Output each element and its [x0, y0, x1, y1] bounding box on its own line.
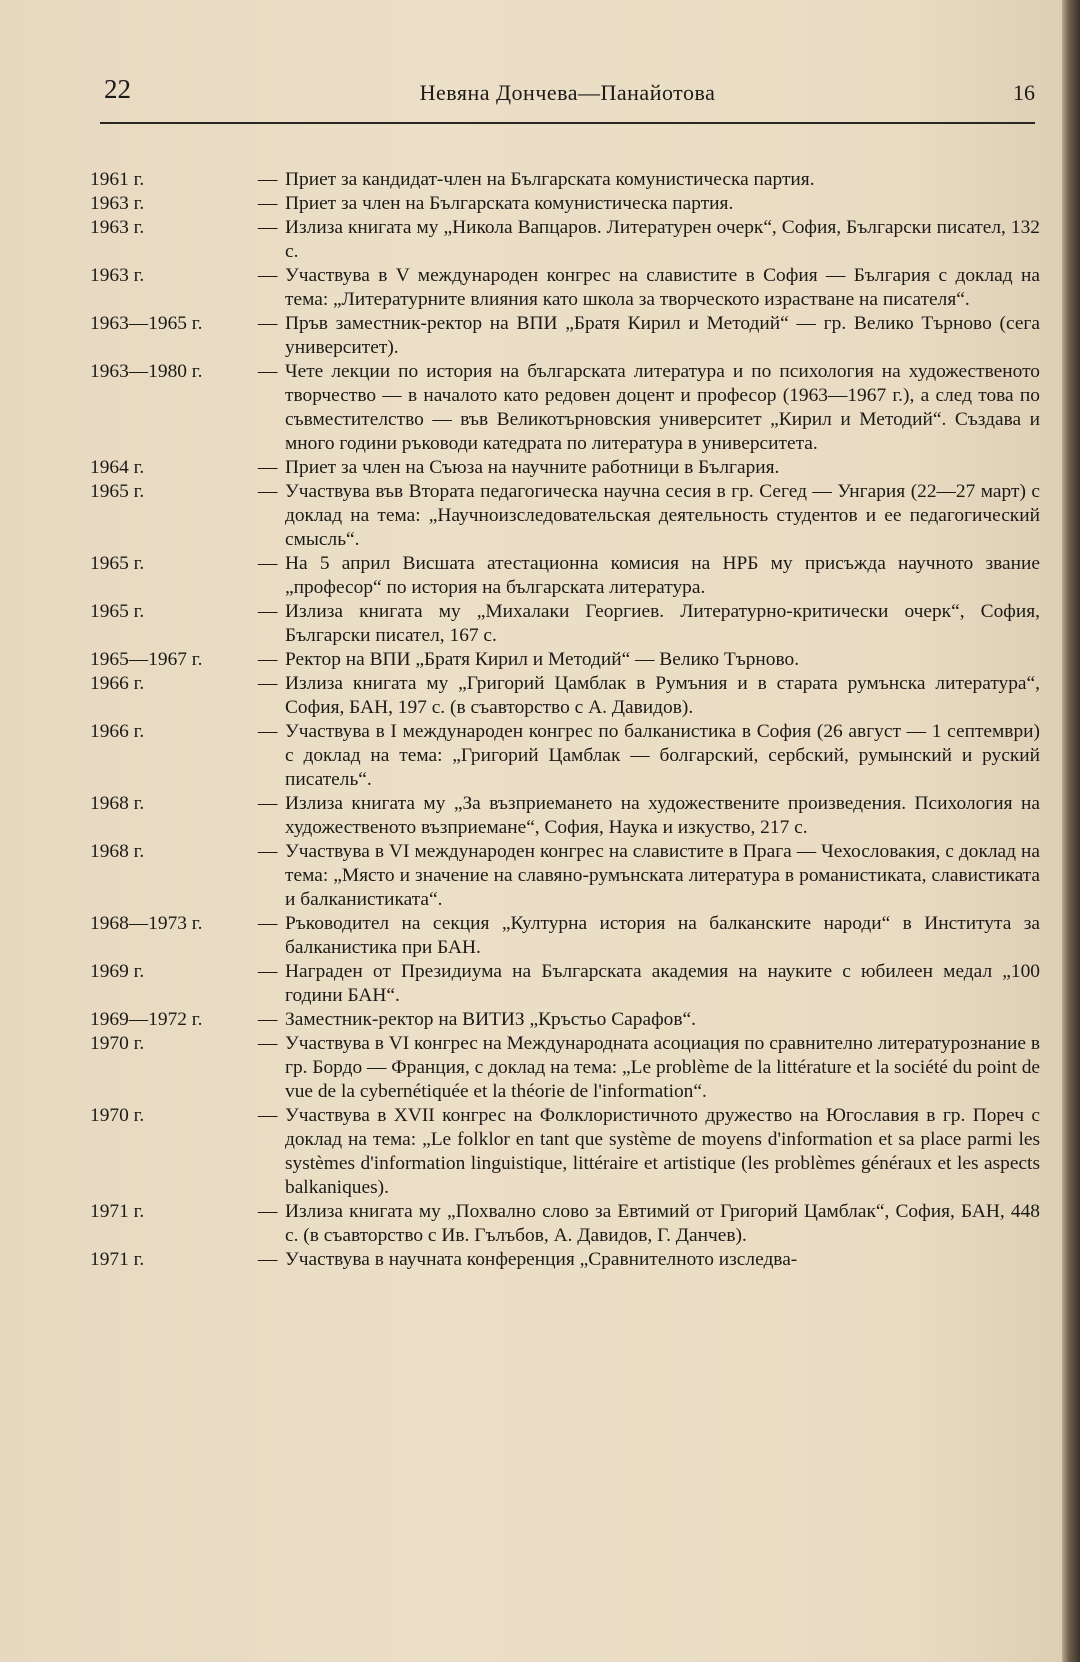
- entry-dash: —: [258, 553, 278, 574]
- chronology-entry: [90, 840, 1040, 912]
- chronology-entry: [90, 720, 1040, 792]
- entry-year: 1970 г.: [90, 1033, 145, 1054]
- entry-dash: —: [258, 1009, 278, 1030]
- entry-year: 1965 г.: [90, 481, 145, 502]
- entry-year: 1965—1967 г.: [90, 649, 203, 670]
- entry-dash: —: [258, 481, 278, 502]
- entry-text: Приет за член на Съюза на научните работници в България.: [285, 457, 780, 478]
- entry-text: Участвува в VI конгрес на Международната асоциация по сравнително литературознание в гр. Бордо — Франция, с доклад на тема: „Le problème de la littérature et la société du point de vue de la cybernétiquée et la théorie de l'information“.: [285, 1033, 1040, 1102]
- entry-year: 1963—1980 г.: [90, 361, 203, 382]
- running-title: Невяна Дончева—Панайотова: [419, 80, 716, 105]
- entry-text: Пръв заместник-ректор на ВПИ „Братя Кирил и Методий“ — гр. Велико Търново (сега университет).: [285, 313, 1040, 358]
- entry-year: 1969—1972 г.: [90, 1009, 203, 1030]
- entry-text: Приет за кандидат-член на Българската комунистическа партия.: [285, 169, 815, 190]
- page-header: [100, 74, 1035, 114]
- chronology-entry: [90, 1104, 1040, 1200]
- entry-year: 1964 г.: [90, 457, 145, 478]
- chronology-entry: [90, 960, 1040, 1008]
- entry-year: 1963 г.: [90, 265, 145, 286]
- entry-year: 1968 г.: [90, 793, 145, 814]
- entry-dash: —: [258, 1201, 278, 1222]
- chronology-entry: [90, 168, 1040, 192]
- chronology-entry: [90, 552, 1040, 600]
- entry-dash: —: [258, 601, 278, 622]
- entry-year: 1971 г.: [90, 1249, 145, 1270]
- entry-year: 1961 г.: [90, 169, 145, 190]
- entry-text: Ръководител на секция „Културна история на балканските народи“ в Института за балканистика при БАН.: [285, 913, 1040, 958]
- entry-text: Награден от Президиума на Българската академия на науките с юбилеен медал „100 години БАН“.: [285, 961, 1040, 1006]
- chronology-entry: [90, 1248, 1040, 1272]
- entry-text: Участвува в I международен конгрес по балканистика в София (26 август — 1 септември) с доклад на тема: „Григорий Цамблак — болгарский, сербский, румынский и руский писатель“.: [285, 721, 1040, 790]
- chronology-entry: [90, 912, 1040, 960]
- entry-dash: —: [258, 793, 278, 814]
- chronology-entry: [90, 672, 1040, 720]
- entry-year: 1963 г.: [90, 217, 145, 238]
- entry-text: Ректор на ВПИ „Братя Кирил и Методий“ — Велико Търново.: [285, 649, 800, 670]
- chronology-entry: [90, 312, 1040, 360]
- entry-year: 1971 г.: [90, 1201, 145, 1222]
- chronology-entry: [90, 264, 1040, 312]
- entry-dash: —: [258, 913, 278, 934]
- entry-text: Приет за член на Българската комунистическа партия.: [285, 193, 734, 214]
- entry-dash: —: [258, 841, 278, 862]
- entry-dash: —: [258, 1033, 278, 1054]
- entry-year: 1969 г.: [90, 961, 145, 982]
- entry-dash: —: [258, 673, 278, 694]
- entry-dash: —: [258, 961, 278, 982]
- chronology-entry: [90, 600, 1040, 648]
- entry-text: Излиза книгата му „Похвално слово за Евтимий от Григорий Цамблак“, София, БАН, 448 с. (в съавторство с Ив. Гълъбов, А. Давидов, Г. Данчев).: [285, 1201, 1040, 1246]
- entry-dash: —: [258, 265, 278, 286]
- entry-text: Участвува във Втората педагогическа научна сесия в гр. Сегед — Унгария (22—27 март) с доклад на тема: „Научноизследовательская деятельность студентов и ее педагогический смысль“.: [285, 481, 1040, 550]
- signature-mark: 16: [1013, 80, 1035, 105]
- entry-year: 1963 г.: [90, 193, 145, 214]
- entry-text: Излиза книгата му „Григорий Цамблак в Румъния и в старата румънска литература“, София, БАН, 197 с. (в съавторство с А. Давидов).: [285, 673, 1040, 718]
- entry-text: На 5 април Висшата атестационна комисия на НРБ му присъжда научното звание „професор“ по история на българската литература.: [285, 553, 1040, 598]
- chronology-entry: [90, 192, 1040, 216]
- entry-dash: —: [258, 193, 278, 214]
- chronology-entry: [90, 360, 1040, 456]
- entry-dash: —: [258, 1249, 278, 1270]
- header-rule: [100, 122, 1035, 124]
- entry-text: Излиза книгата му „Михалаки Георгиев. Литературно-критически очерк“, София, Български писател, 167 с.: [285, 601, 1040, 646]
- chronology-entry: [90, 648, 1040, 672]
- entry-text: Участвува в XVII конгрес на Фолклористичното дружество на Югославия в гр. Пореч с доклад на тема: „Le folklor en tant que système de moyens d'information et sa place parmi les systèmes d'information linguistique, littéraire et artistique (les problèmes généraux et les aspects balkaniques).: [285, 1105, 1040, 1198]
- entry-year: 1968 г.: [90, 841, 145, 862]
- chronology-entry: [90, 1032, 1040, 1104]
- entry-year: 1965 г.: [90, 553, 145, 574]
- chronology-entry: [90, 456, 1040, 480]
- page-number: 22: [104, 74, 131, 104]
- chronology-entry: [90, 1008, 1040, 1032]
- entry-dash: —: [258, 361, 278, 382]
- entry-text: Участвува в VI международен конгрес на славистите в Прага — Чехословакия, с доклад на тема: „Място и значение на славяно-румънската литература в романистиката, славистиката и балканистиката“.: [285, 841, 1040, 910]
- entry-text: Заместник-ректор на ВИТИЗ „Кръстьо Сарафов“.: [285, 1009, 696, 1030]
- entry-dash: —: [258, 457, 278, 478]
- entry-dash: —: [258, 721, 278, 742]
- entry-dash: —: [258, 217, 278, 238]
- book-spine: [1062, 0, 1080, 1662]
- entry-year: 1966 г.: [90, 673, 145, 694]
- entry-dash: —: [258, 169, 278, 190]
- chronology-entry: [90, 216, 1040, 264]
- entry-text: Участвува в научната конференция „Сравнителното изследва-: [285, 1249, 798, 1270]
- entry-year: 1968—1973 г.: [90, 913, 203, 934]
- entry-text: Участвува в V международен конгрес на славистите в София — България с доклад на тема: „Литературните влияния като школа за творческото израстване на писателя“.: [285, 265, 1040, 310]
- entry-year: 1966 г.: [90, 721, 145, 742]
- entry-dash: —: [258, 313, 278, 334]
- entry-year: 1965 г.: [90, 601, 145, 622]
- entry-dash: —: [258, 649, 278, 670]
- chronology-list: [90, 168, 1040, 1272]
- entry-text: Чете лекции по история на българската литература и по психология на художественото творчество — в началото като редовен доцент и професор (1963—1967 г.), а след това по съвместителство — във Великотърновския университет „Кирил и Методий“. Създава и много години ръководи катедрата по литература в университета.: [285, 361, 1040, 454]
- entry-year: 1970 г.: [90, 1105, 145, 1126]
- entry-text: Излиза книгата му „За възприемането на художествените произведения. Психология на художественото възприемане“, София, Наука и изкуство, 217 с.: [285, 793, 1040, 838]
- entry-year: 1963—1965 г.: [90, 313, 203, 334]
- entry-dash: —: [258, 1105, 278, 1126]
- entry-text: Излиза книгата му „Никола Вапцаров. Литературен очерк“, София, Български писател, 132 с.: [285, 217, 1040, 262]
- chronology-entry: [90, 792, 1040, 840]
- chronology-entry: [90, 1200, 1040, 1248]
- chronology-entry: [90, 480, 1040, 552]
